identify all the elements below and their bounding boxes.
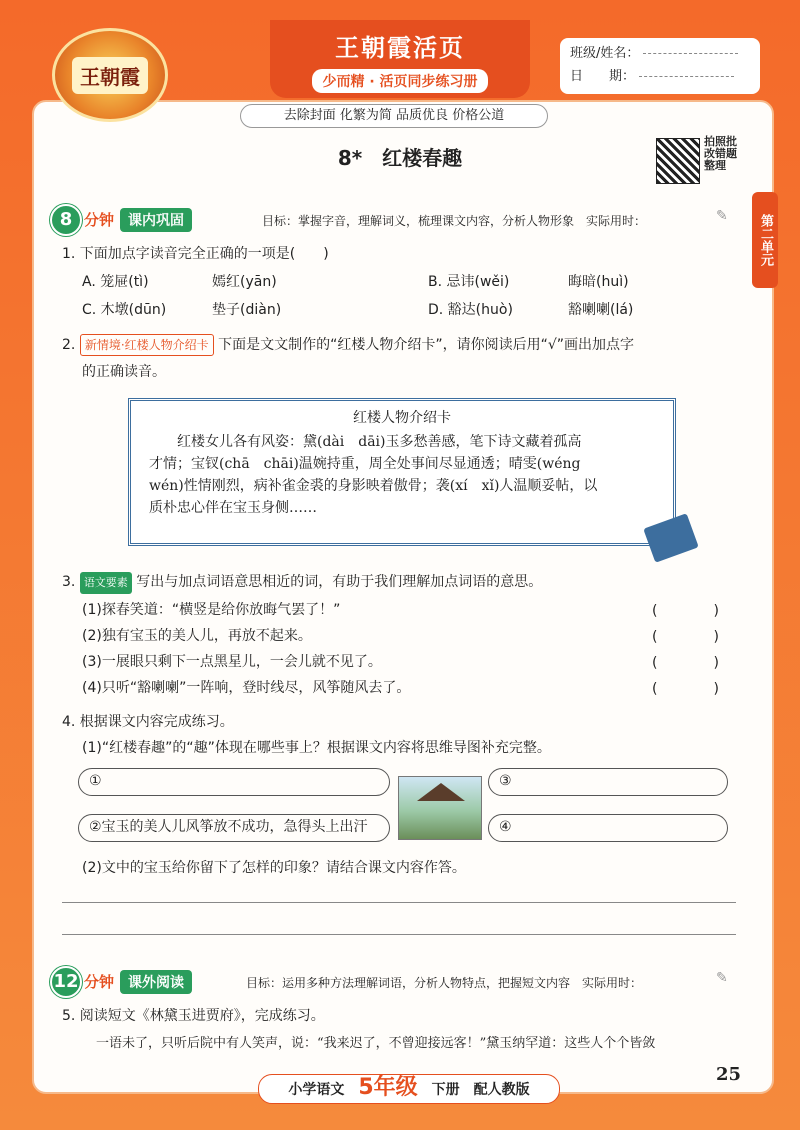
option-b2: 晦暗(huì): [568, 274, 629, 290]
question-1: 1. 下面加点字读音完全正确的一项是( ): [62, 246, 329, 262]
name-field[interactable]: [643, 53, 738, 54]
q3-answer-2[interactable]: ( ): [652, 629, 719, 645]
q3-item-4: (4)只听“豁喇喇”一阵响，登时线尽，风筝随风去了。: [82, 680, 411, 696]
option-c[interactable]: C. 木墩(dūn): [82, 302, 167, 318]
mindmap-box-4[interactable]: ④: [488, 814, 728, 842]
question-3: 3. 语文要素 写出与加点词语意思相近的词，有助于我们理解加点词语的意思。: [62, 572, 542, 594]
q3-answer-1[interactable]: ( ): [652, 603, 719, 619]
card-title: 红楼人物介绍卡: [353, 410, 451, 426]
reading-passage: 一语未了，只听后院中有人笑声，说：“我来迟了，不曾迎接远客！”黛玉纳罕道：这些人个个皆敛: [96, 1036, 656, 1051]
card-line-2[interactable]: 才情；宝钗(chā chāi)温婉持重，周全处事间尽显通透；晴雯(wéng: [149, 456, 581, 472]
answer-line-2[interactable]: [62, 934, 736, 935]
answer-line-1[interactable]: [62, 902, 736, 903]
unit-side-tab: 第二单元: [752, 192, 778, 288]
mindmap-box-3[interactable]: ③: [488, 768, 728, 796]
brand-subtitle: 少而精 · 活页同步练习册: [312, 69, 487, 93]
character-card: [128, 398, 676, 546]
option-c2: 垫子(diàn): [212, 302, 282, 318]
brand-banner: [270, 20, 530, 98]
slogan: 去除封面 化繁为简 品质优良 价格公道: [240, 104, 548, 128]
card-line-1[interactable]: 红楼女儿各有风姿：黛(dài dāi)玉多愁善感，笔下诗文藏着孤高: [177, 434, 582, 450]
section-header-1: 8 分钟 课内巩固: [50, 204, 192, 230]
q4-sub-1: (1)“红楼春趣”的“趣”体现在哪些事上？根据课文内容将思维导图补充完整。: [82, 740, 551, 756]
question-4: 4. 根据课文内容完成练习。: [62, 714, 234, 730]
pencil-icon: ✎: [716, 970, 728, 986]
option-b[interactable]: B. 忌讳(wěi): [428, 274, 510, 290]
pencil-icon: ✎: [716, 208, 728, 224]
date-field[interactable]: [639, 76, 734, 77]
mindmap-box-1[interactable]: ①: [78, 768, 390, 796]
q3-answer-3[interactable]: ( ): [652, 655, 719, 671]
lesson-title: 8* 红楼春趣: [337, 146, 463, 170]
card-line-4: 质朴忠心伴在宝玉身侧……: [149, 500, 317, 516]
section-goal-2: 目标：运用多种方法理解词语，分析人物特点，把握短文内容 实际用时：: [246, 976, 643, 990]
section-goal-1: 目标：掌握字音，理解词义，梳理课文内容，分析人物形象 实际用时：: [262, 214, 647, 228]
brand-logo: 王朝霞: [52, 28, 168, 122]
q3-answer-4[interactable]: ( ): [652, 681, 719, 697]
garden-illustration: [398, 776, 482, 840]
option-a2: 嫣红(yān): [212, 274, 277, 290]
question-2-cont: 的正确读音。: [82, 364, 166, 380]
mindmap-box-2: ②宝玉的美人儿风筝放不成功，急得头上出汗: [78, 814, 390, 842]
option-d[interactable]: D. 豁达(huò): [428, 302, 513, 318]
student-info: 班级/姓名： 日 期：: [560, 38, 760, 94]
qr-code-icon[interactable]: [656, 138, 700, 184]
option-d2: 豁喇喇(lá): [568, 302, 634, 318]
option-a[interactable]: A. 笼屉(tì): [82, 274, 149, 290]
section-header-2: 12 分钟 课外阅读: [50, 966, 192, 992]
page-number: 25: [716, 1064, 742, 1085]
q3-item-2: (2)独有宝玉的美人儿，再放不起来。: [82, 628, 312, 644]
footer-badge: 小学语文 5年级 下册 配人教版: [258, 1074, 560, 1104]
q4-sub-2: (2)文中的宝玉给你留下了怎样的印象？请结合课文内容作答。: [82, 860, 466, 876]
brand-title: 王朝霞活页: [335, 34, 465, 62]
qr-note: 拍照批改错题整理: [704, 135, 737, 172]
q3-item-3: (3)一展眼只剩下一点黑星儿，一会儿就不见了。: [82, 654, 382, 670]
card-line-3[interactable]: wén)性情刚烈，病补雀金裘的身影映着傲骨；袭(xí xǐ)人温顺妥帖，以: [149, 478, 598, 494]
question-2: 2. 新情境·红楼人物介绍卡 下面是文文制作的“红楼人物介绍卡”，请你阅读后用“√”画出加点字: [62, 334, 634, 356]
question-5: 5. 阅读短文《林黛玉进贾府》，完成练习。: [62, 1008, 325, 1024]
q3-item-1: (1)探春笑道：“横竖是给你放晦气罢了！”: [82, 602, 341, 618]
